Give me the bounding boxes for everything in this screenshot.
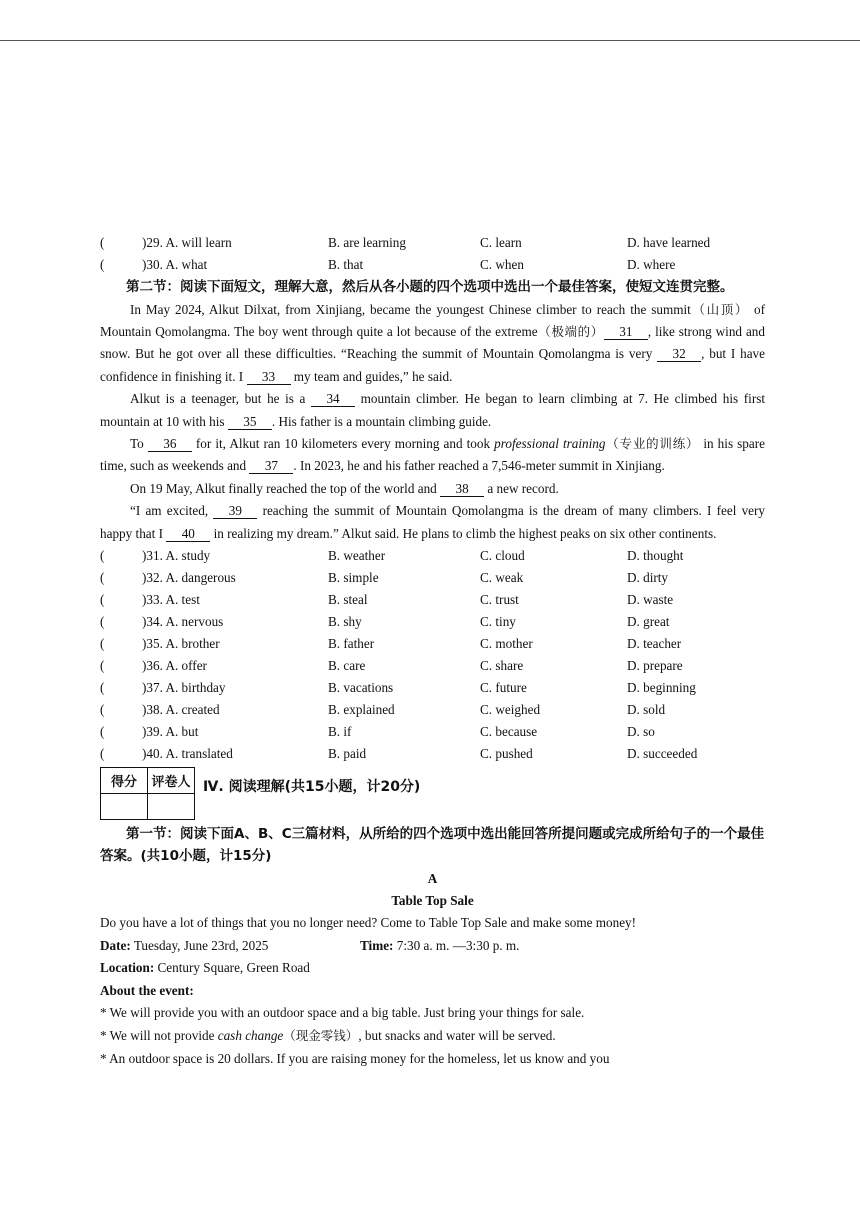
option-b: B. weather bbox=[328, 547, 386, 563]
grader-cell bbox=[148, 793, 195, 819]
bullet-1: * We will provide you with an outdoor space and a big table. Just bring your things for sale. bbox=[100, 1005, 585, 1021]
option-a: )39. A. but bbox=[142, 723, 199, 739]
option-row-37 bbox=[100, 677, 765, 699]
passage-title: Table Top Sale bbox=[391, 892, 474, 908]
cloze-passage bbox=[100, 299, 765, 545]
time-label: Time: bbox=[359, 937, 394, 953]
paragraph-5: “I am excited, 39 reaching the summit of Mountain Qomolangma is the dream of many climbers. I feel very happy that I 40 in realizing my dream.” Alkut said. He plans to climb the highest peaks on six other continents. bbox=[100, 503, 766, 541]
paragraph-3: To 36 for it, Alkut ran 10 kilometers every morning and took professional training（专业的训练） in his spare time, such as weekends and 37 . In 2023, he and his father reached a 7,546-meter summit in Xinjiang. bbox=[100, 435, 765, 474]
option-b: B. are learning bbox=[328, 235, 406, 250]
option-c: C. pushed bbox=[480, 745, 533, 761]
answer-paren: ( bbox=[100, 547, 105, 563]
date-label: Date: bbox=[100, 937, 131, 953]
bullet-3: * An outdoor space is 20 dollars. If you are raising money for the homeless, let us know and you bbox=[100, 1050, 610, 1066]
blank-40: 40 bbox=[166, 526, 210, 542]
answer-paren: ( bbox=[100, 701, 105, 717]
option-row-34 bbox=[100, 611, 765, 633]
option-d: D. great bbox=[627, 613, 670, 629]
option-c: C. future bbox=[480, 679, 527, 695]
option-c: C. share bbox=[480, 657, 524, 673]
blank-38: 38 bbox=[440, 481, 484, 497]
option-row-36 bbox=[100, 655, 765, 677]
option-row-35 bbox=[100, 633, 765, 655]
paragraph-1: In May 2024, Alkut Dilxat, from Xinjiang, became the youngest Chinese climber to reach the summit（山顶） of Mountain Qomolangma. The boy went through quite a lot because of the extreme（极端的） 31 , like strong wind and snow. But he got over all these difficulties. “Reaching the summit of Mountain Qomolangma is very 32 , but I have confidence in finishing it. I 33 my team and guides,” he said. bbox=[100, 301, 765, 384]
blank-36: 36 bbox=[148, 436, 192, 452]
option-a: )31. A. study bbox=[142, 547, 211, 563]
answer-paren: ( bbox=[100, 569, 105, 585]
section4-header bbox=[100, 767, 765, 823]
option-b: B. explained bbox=[328, 701, 395, 717]
blank-37: 37 bbox=[249, 458, 293, 474]
answer-paren: ( bbox=[100, 723, 105, 739]
answer-paren: ( bbox=[100, 613, 105, 629]
option-d: D. thought bbox=[627, 547, 684, 563]
section2-instruction: 第二节：阅读下面短文，理解大意，然后从各小题的四个选项中选出一个最佳答案，使短文连贯完整。 bbox=[126, 279, 734, 295]
option-b: B. vacations bbox=[328, 679, 394, 695]
answer-paren: ( bbox=[100, 745, 105, 761]
option-c: C. weighed bbox=[480, 701, 541, 717]
option-b: B. care bbox=[328, 657, 366, 673]
option-a: )35. A. brother bbox=[142, 635, 220, 651]
answer-paren: ( bbox=[100, 679, 105, 695]
options-top bbox=[100, 232, 765, 276]
blank-33: 33 bbox=[247, 369, 291, 385]
option-c: C. trust bbox=[480, 591, 519, 607]
option-row-31 bbox=[100, 545, 765, 567]
blank-34: 34 bbox=[311, 391, 355, 407]
event-date-time bbox=[100, 935, 765, 958]
option-a: )33. A. test bbox=[142, 591, 200, 607]
option-a: )34. A. nervous bbox=[142, 613, 224, 629]
option-b: B. simple bbox=[328, 569, 379, 585]
blank-35: 35 bbox=[228, 414, 272, 430]
option-d: D. so bbox=[627, 723, 655, 739]
option-b: B. steal bbox=[328, 591, 368, 607]
option-c: C. tiny bbox=[480, 613, 516, 629]
option-d: D. prepare bbox=[627, 657, 683, 673]
answer-paren: ( bbox=[100, 257, 105, 272]
answer-paren: ( bbox=[100, 635, 105, 651]
bullet-2: * We will not provide cash change（现金零钱）, but snacks and water will be served. bbox=[100, 1027, 556, 1043]
option-c: C. cloud bbox=[480, 547, 525, 563]
reading-instruction: 第一节：阅读下面A、B、C三篇材料，从所给的四个选项中选出能回答所提问题或完成所给句子的一个最佳答案。(共10小题，计15分) bbox=[100, 825, 765, 865]
option-a: )36. A. offer bbox=[142, 657, 207, 673]
score-label: 得分 bbox=[101, 767, 148, 793]
options-list bbox=[100, 545, 765, 765]
option-a: )37. A. birthday bbox=[142, 679, 226, 695]
location-value: Century Square, Green Road bbox=[154, 960, 310, 976]
option-d: D. beginning bbox=[627, 679, 696, 695]
option-d: D. have learned bbox=[627, 235, 711, 250]
answer-paren: ( bbox=[100, 235, 105, 250]
blank-32: 32 bbox=[657, 346, 701, 362]
score-cell bbox=[101, 793, 148, 819]
option-c: C. because bbox=[480, 723, 538, 739]
option-c: C. mother bbox=[480, 635, 533, 651]
option-c: C. when bbox=[480, 257, 524, 272]
option-a: )30. A. what bbox=[142, 257, 208, 272]
option-d: D. where bbox=[627, 257, 676, 272]
paragraph-2: Alkut is a teenager, but he is a 34 mountain climber. He began to learn climbing at 7. He climbed his first mountain at 10 with his 35 . His father is a mountain climbing guide. bbox=[100, 391, 766, 429]
option-row-38 bbox=[100, 699, 765, 721]
section4-title: Ⅳ. 阅读理解(共15小题，计20分) bbox=[203, 778, 421, 795]
about-label: About the event: bbox=[100, 982, 194, 998]
time-value: 7:30 a. m. —3:30 p. m. bbox=[393, 937, 520, 953]
option-d: D. succeeded bbox=[627, 745, 698, 761]
option-d: D. dirty bbox=[627, 569, 669, 585]
option-b: B. paid bbox=[328, 745, 367, 761]
option-d: D. sold bbox=[627, 701, 666, 717]
date-value: Tuesday, June 23rd, 2025 bbox=[130, 937, 269, 953]
option-c: C. weak bbox=[480, 569, 524, 585]
event-location bbox=[100, 957, 765, 980]
option-d: D. teacher bbox=[627, 635, 682, 651]
passage-letter: A bbox=[427, 870, 438, 886]
option-b: B. father bbox=[328, 635, 375, 651]
blank-39: 39 bbox=[213, 503, 257, 519]
location-label: Location: bbox=[100, 960, 155, 976]
option-row-40 bbox=[100, 743, 765, 765]
option-a: )38. A. created bbox=[142, 701, 220, 717]
option-row-29 bbox=[100, 232, 765, 254]
option-b: B. shy bbox=[328, 613, 362, 629]
grader-label: 评卷人 bbox=[148, 767, 195, 793]
option-row-33 bbox=[100, 589, 765, 611]
exam-page bbox=[100, 232, 765, 1070]
option-c: C. learn bbox=[480, 235, 522, 250]
answer-paren: ( bbox=[100, 591, 105, 607]
paragraph-4: On 19 May, Alkut finally reached the top of the world and 38 a new record. bbox=[130, 480, 559, 496]
option-row-30 bbox=[100, 254, 765, 276]
option-a: )40. A. translated bbox=[142, 745, 233, 761]
option-row-39 bbox=[100, 721, 765, 743]
blank-31: 31 bbox=[604, 324, 648, 340]
passage-intro: Do you have a lot of things that you no longer need? Come to Table Top Sale and make some money! bbox=[100, 914, 637, 930]
option-d: D. waste bbox=[627, 591, 674, 607]
option-row-32 bbox=[100, 567, 765, 589]
option-b: B. if bbox=[328, 723, 352, 739]
option-a: )29. A. will learn bbox=[142, 235, 232, 250]
answer-paren: ( bbox=[100, 657, 105, 673]
option-b: B. that bbox=[328, 257, 364, 272]
page-top-border bbox=[0, 40, 860, 41]
score-box bbox=[100, 767, 195, 820]
option-a: )32. A. dangerous bbox=[142, 569, 236, 585]
